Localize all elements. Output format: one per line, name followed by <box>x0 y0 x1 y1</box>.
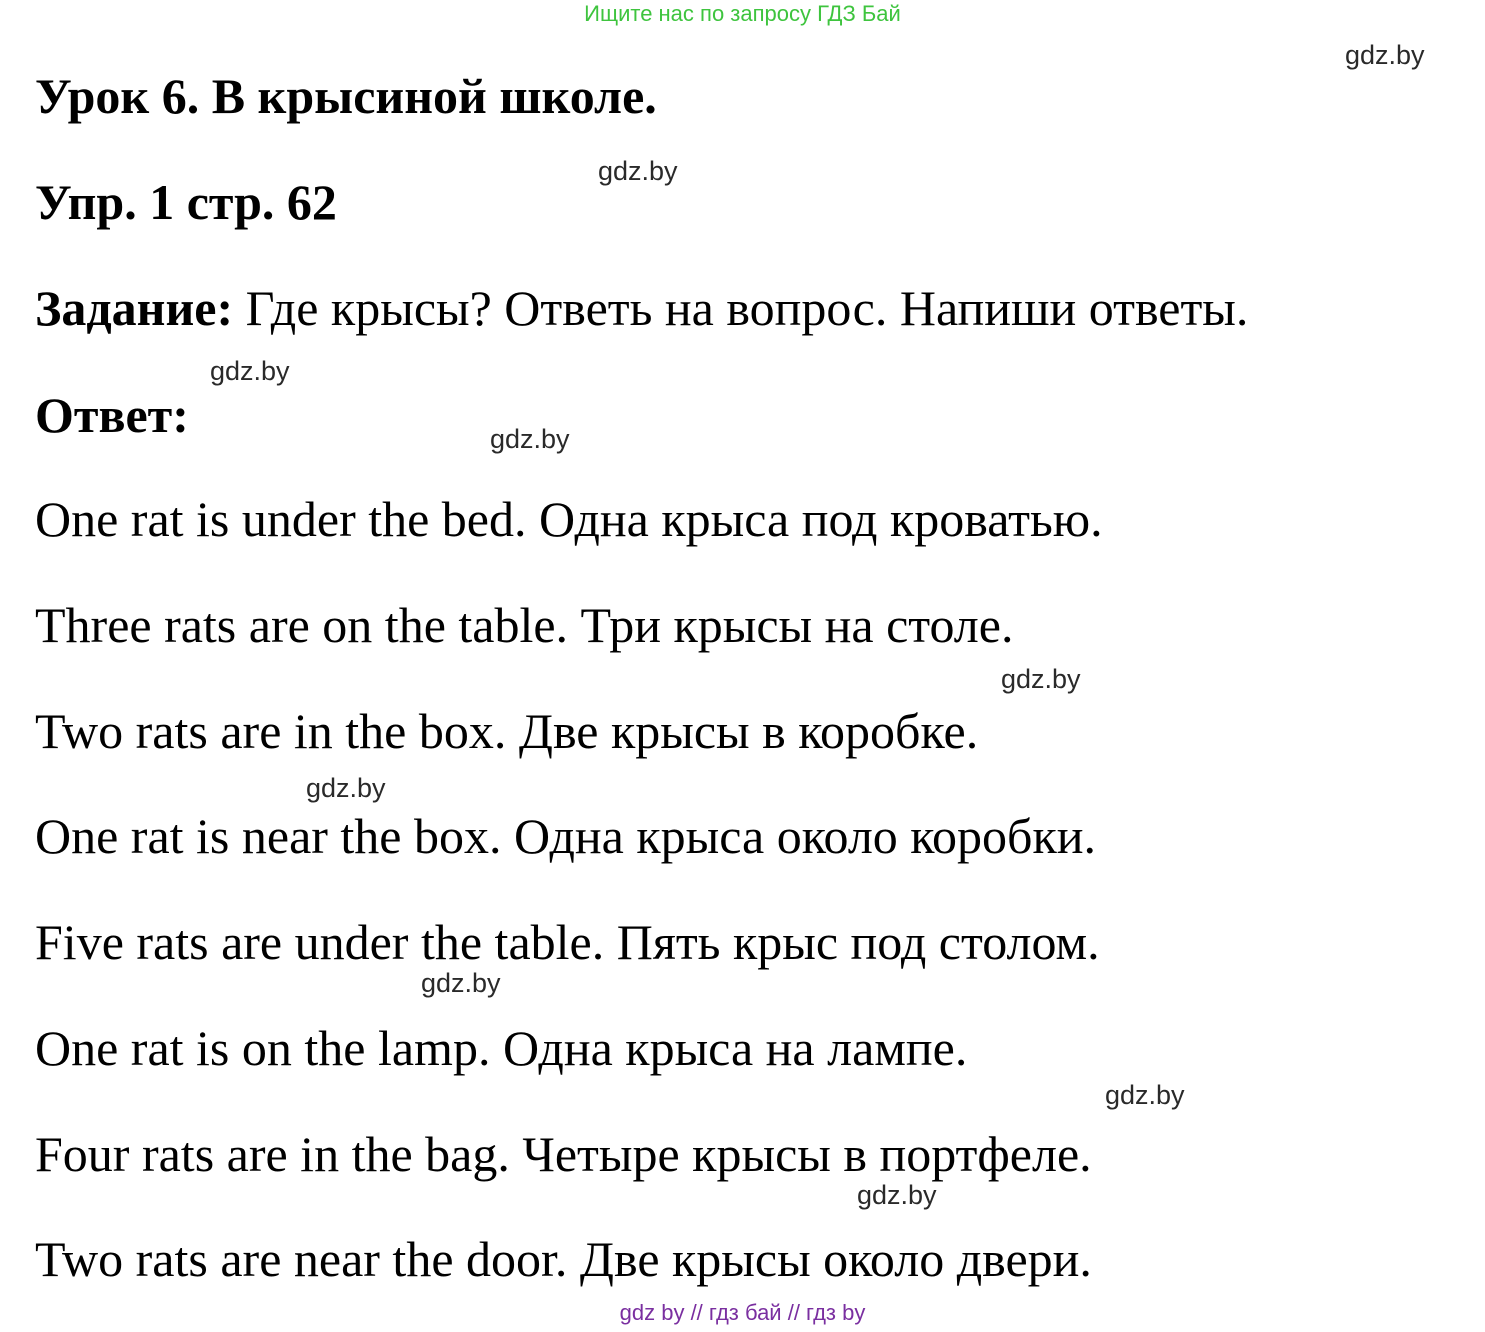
answer-line: One rat is near the box. Одна крыса около коробки. <box>35 808 1097 864</box>
task-text: Где крысы? Ответь на вопрос. Напиши ответы. <box>245 280 1249 336</box>
answer-line: One rat is on the lamp. Одна крыса на лампе. <box>35 1020 968 1076</box>
watermark: gdz.by <box>421 968 501 998</box>
task-label: Задание: <box>35 280 234 336</box>
watermark: gdz.by <box>490 424 570 454</box>
answer-line: Three rats are on the table. Три крысы на столе. <box>35 597 1014 653</box>
task-statement <box>35 279 1248 337</box>
watermark: gdz.by <box>210 356 290 386</box>
answer-line: Four rats are in the bag. Четыре крысы в портфеле. <box>35 1126 1092 1182</box>
watermark: gdz.by <box>1105 1080 1185 1110</box>
watermark: gdz.by <box>1345 40 1425 70</box>
lesson-title: Урок 6. В крысиной школе. <box>35 68 657 124</box>
watermark: gdz.by <box>1001 664 1081 694</box>
watermark: gdz.by <box>598 156 678 186</box>
answer-line: Five rats are under the table. Пять крыс под столом. <box>35 914 1100 970</box>
footer-links: gdz by // гдз бай // гдз by <box>619 1300 866 1325</box>
watermark: gdz.by <box>857 1180 937 1210</box>
answer-label: Ответ: <box>35 387 189 443</box>
answer-line: Two rats are in the box. Две крысы в коробке. <box>35 703 979 759</box>
watermark: gdz.by <box>306 773 386 803</box>
top-banner: Ищите нас по запросу ГДЗ Бай <box>584 1 901 26</box>
answer-line: One rat is under the bed. Одна крыса под кроватью. <box>35 491 1103 547</box>
answer-line: Two rats are near the door. Две крысы около двери. <box>35 1231 1092 1287</box>
exercise-title: Упр. 1 стр. 62 <box>35 174 337 230</box>
